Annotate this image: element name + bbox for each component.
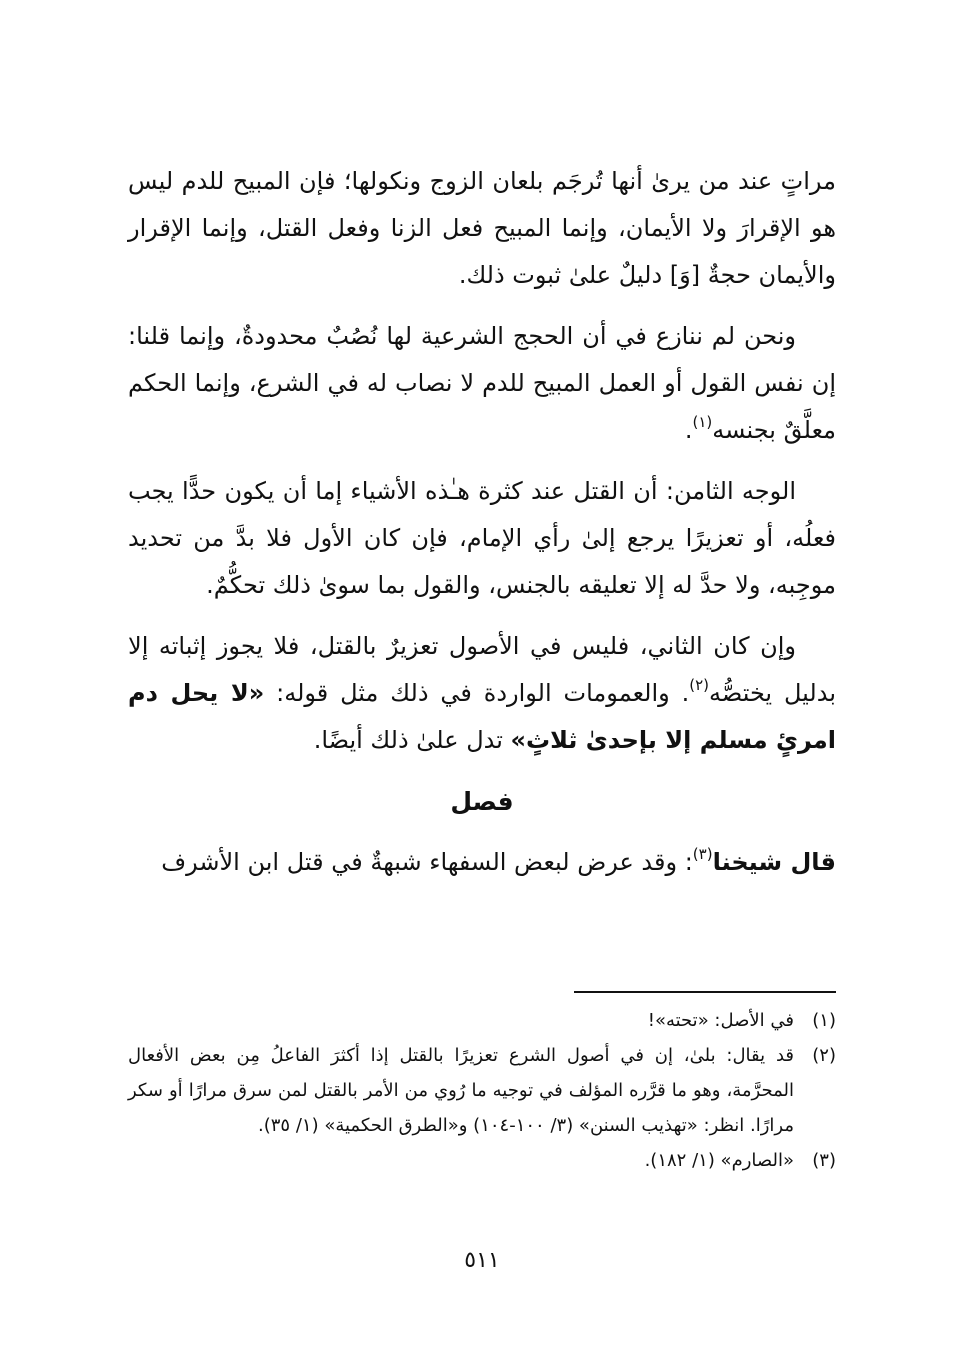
- page-number: ٥١١: [464, 1248, 500, 1273]
- footnote-number: (٣): [812, 1150, 836, 1171]
- paragraph-4-text-b: . والعمومات الواردة في ذلك مثل قوله:: [264, 679, 690, 707]
- footnote-ref-2[interactable]: (٢): [689, 676, 710, 694]
- paragraph-3: [128, 468, 836, 609]
- paragraph-5-lead: قال شيخنا: [712, 848, 836, 876]
- paragraph-5-text: : وقد عرض لبعض السفهاء شبهةٌ في قتل ابن الأشرف: [161, 848, 693, 876]
- paragraph-4-text-a: وإن كان الثاني، فليس في الأصول تعزيرٌ بالقتل، فلا يجوز إثباته إلا بدليل يختصُّه: [128, 632, 836, 707]
- footnote-text: «الصارم» (١/ ١٨٢).: [644, 1150, 794, 1171]
- footnote-ref-3[interactable]: (٣): [692, 845, 713, 863]
- footnote-2: [128, 1038, 836, 1143]
- section-heading: فصل: [450, 787, 514, 816]
- paragraph-2: [128, 313, 836, 454]
- paragraph-2-end: .: [684, 416, 693, 444]
- footnote-number: (١): [812, 1010, 836, 1031]
- footnote-separator: [574, 991, 836, 993]
- footnote-1: [128, 1003, 836, 1038]
- paragraph-1: [128, 158, 836, 299]
- paragraph-4: [128, 623, 836, 764]
- paragraph-2-text: ونحن لم ننازع في أن الحجج الشرعية لها نُصُبٌ محدودةٌ، وإنما قلنا: إن نفس القول أو العمل المبيح للدم لا نصاب له في الشرع، وإنما الحكم معلَّقٌ بجنسه: [128, 322, 836, 444]
- footnote-number: (٢): [812, 1045, 836, 1066]
- main-text: [128, 158, 836, 900]
- paragraph-5: [128, 839, 836, 886]
- footnotes: [128, 1003, 836, 1178]
- hadith-quote: «لا يحل دم امرئٍ مسلم إلا بإحدىٰ ثلاثٍ»: [128, 679, 836, 754]
- paragraph-3-text: الوجه الثامن: أن القتل عند كثرة هـٰذه الأشياء إما أن يكون حدًّا يجب فعلُه، أو تعزيرًا يرجع إلىٰ رأي الإمام، فإن كان الأول فلا بدَّ من تحديد موجِبه، ولا حدَّ له إلا تعليقه بالجنس، والقول بما سوىٰ ذلك تحكُّمٌ.: [128, 477, 836, 599]
- paragraph-1-text: مراتٍ عند من يرىٰ أنها تُرجَم بلعان الزوج ونكولها؛ فإن المبيح للدم ليس هو الإقرارَ ولا الأيمان، وإنما المبيح فعل الزنا وفعل القتل، وإنما الإقرار والأيمان حجةٌ [وَ] دليلٌ علىٰ ثبوت ذلك.: [128, 167, 836, 289]
- paragraph-4-text-c: تدل علىٰ ذلك أيضًا.: [313, 726, 511, 754]
- footnote-3: [128, 1143, 836, 1178]
- footnote-text: قد يقال: بلىٰ، إن في أصول الشرع تعزيرًا بالقتل إذا أكثرَ الفاعلُ مِن بعض الأفعال المحرَّمة، وهو ما قرَّره المؤلف في توجيه ما رُوي من الأمر بالقتل لمن سرق مرارًا أو سكر مرارًا. انظر: «تهذيب السنن» (٣/ ١٠٠-١٠٤) و«الطرق الحكمية» (١/ ٣٥).: [128, 1045, 794, 1136]
- footnote-ref-1[interactable]: (١): [692, 413, 713, 431]
- footnote-text: في الأصل: «تحته»!: [647, 1010, 794, 1031]
